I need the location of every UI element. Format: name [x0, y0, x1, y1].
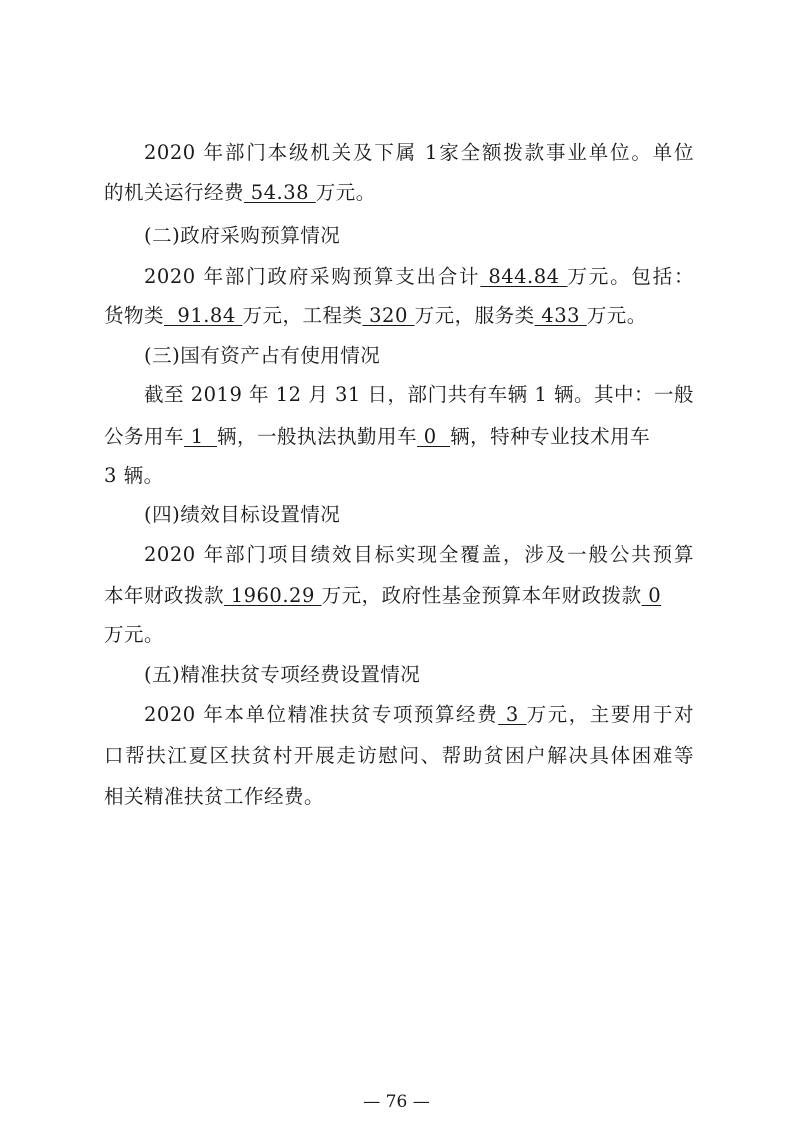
paragraph-3-line-3 — [104, 458, 694, 494]
operating-expense-value: 54.38 — [244, 181, 316, 204]
page-number: — 76 — — [363, 1092, 430, 1112]
p5-line3-text: 相关精准扶贫工作经费。 — [104, 785, 325, 808]
p4-line1-text: 2020 年部门项目绩效目标实现全覆盖，涉及一般公共预算 — [144, 543, 694, 566]
paragraph-5-line-3 — [104, 779, 694, 815]
paragraph-4-line-1 — [104, 537, 694, 573]
paragraph-5-line-2 — [104, 738, 694, 774]
section-heading-assets — [104, 338, 694, 374]
section-heading-performance — [104, 497, 694, 533]
p3-line2-text-c: 辆，特种专业技术用车 — [450, 425, 651, 448]
p2-line1-text-b: 万元。包括： — [567, 265, 694, 288]
heading-5-text: (五)精准扶贫专项经费设置情况 — [144, 663, 421, 686]
p3-line2-text-b: 辆，一般执法执勤用车 — [217, 425, 418, 448]
section-heading-poverty — [104, 657, 694, 693]
goods-value: 91.84 — [164, 304, 243, 327]
p2-line2-text-b: 万元，工程类 — [242, 304, 363, 327]
paragraph-2-line-1 — [104, 259, 694, 295]
heading-3-text: (三)国有资产占有使用情况 — [144, 344, 381, 367]
paragraph-5-line-1 — [104, 697, 694, 733]
procurement-total-value: 844.84 — [480, 265, 568, 288]
paragraph-3-line-2 — [104, 419, 694, 455]
p2-line2-text-d: 万元。 — [586, 304, 647, 327]
p1-line2-text-b: 万元。 — [315, 181, 376, 204]
special-vehicle-count-text: 3 辆。 — [104, 464, 164, 487]
paragraph-2-line-2 — [104, 298, 694, 334]
paragraph-1-line-2 — [104, 175, 694, 211]
paragraph-3-line-1 — [104, 377, 694, 413]
services-value: 433 — [534, 304, 587, 327]
p3-line1-text: 截至 2019 年 12 月 31 日，部门共有车辆 1 辆。其中：一般 — [144, 383, 694, 406]
p3-line2-text-a: 公务用车 — [104, 425, 185, 448]
p5-line1-text-b: 万元，主要用于对 — [526, 703, 694, 726]
engineering-value: 320 — [362, 304, 415, 327]
p4-line2-text-a: 本年财政拨款 — [104, 584, 225, 607]
paragraph-1-line-1 — [104, 135, 694, 171]
fund-budget-value: 0 — [641, 584, 662, 607]
general-budget-value: 1960.29 — [224, 584, 322, 607]
p5-line2-text: 口帮扶江夏区扶贫村开展走访慰问、帮助贫困户解决具体困难等 — [104, 744, 694, 767]
heading-2-text: (二)政府采购预算情况 — [144, 224, 341, 247]
p5-line1-text-a: 2020 年本单位精准扶贫专项预算经费 — [144, 703, 499, 726]
official-vehicle-count: 1 — [184, 425, 218, 448]
p2-line2-text-a: 货物类 — [104, 304, 165, 327]
heading-4-text: (四)绩效目标设置情况 — [144, 503, 341, 526]
section-heading-procurement — [104, 218, 694, 254]
poverty-fund-value: 3 — [498, 703, 527, 726]
enforcement-vehicle-count: 0 — [417, 425, 451, 448]
p4-line2-text-b: 万元，政府性基金预算本年财政拨款 — [321, 584, 642, 607]
p2-line2-text-c: 万元，服务类 — [414, 304, 535, 327]
p4-line3-text: 万元。 — [104, 623, 165, 646]
p2-line1-text-a: 2020 年部门政府采购预算支出合计 — [144, 265, 481, 288]
p1-line2-text-a: 的机关运行经费 — [104, 181, 245, 204]
p1-line1-text: 2020 年部门本级机关及下属 1家全额拨款事业单位。单位 — [144, 141, 694, 164]
paragraph-4-line-2 — [104, 578, 694, 614]
paragraph-4-line-3 — [104, 617, 694, 653]
